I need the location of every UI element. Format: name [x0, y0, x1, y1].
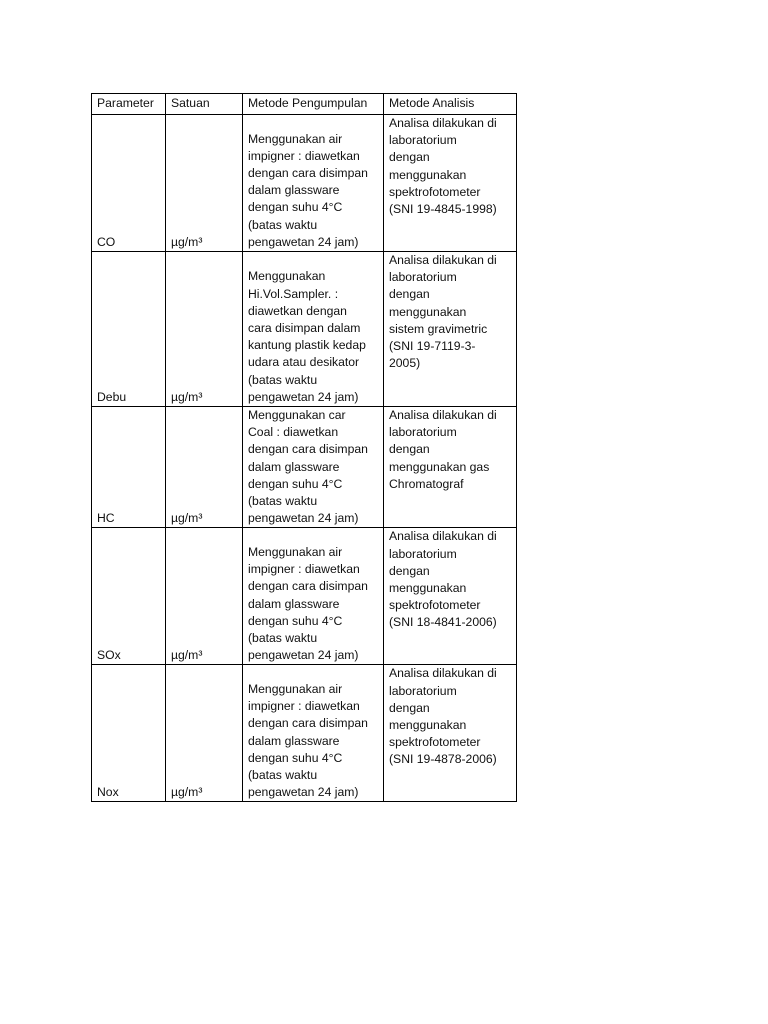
header-metode-analisis: Metode Analisis [384, 94, 517, 115]
table-header-row [92, 94, 517, 115]
table-row [92, 252, 517, 407]
parameter-table [91, 93, 517, 802]
header-metode-pengumpulan: Metode Pengumpulan [243, 94, 384, 115]
cell-metode-analisis: Analisa dilakukan di laboratorium dengan menggunakan sistem gravimetric (SNI 19-7119-3- 2005) [384, 252, 517, 407]
cell-metode-pengumpulan: Menggunakan car Coal : diawetkan dengan cara disimpan dalam glassware dengan suhu 4°C (batas waktu pengawetan 24 jam) [243, 407, 384, 528]
cell-metode-analisis: Analisa dilakukan di laboratorium dengan menggunakan spektrofotometer (SNI 19-4878-2006) [384, 665, 517, 802]
cell-satuan: µg/m³ [166, 252, 243, 407]
cell-parameter: HC [92, 407, 166, 528]
cell-metode-pengumpulan: Menggunakan air impigner : diawetkan dengan cara disimpan dalam glassware dengan suhu 4°C (batas waktu pengawetan 24 jam) [243, 115, 384, 252]
cell-satuan: µg/m³ [166, 407, 243, 528]
cell-metode-analisis: Analisa dilakukan di laboratorium dengan menggunakan gas Chromatograf [384, 407, 517, 528]
cell-satuan: µg/m³ [166, 528, 243, 665]
table-row [92, 528, 517, 665]
cell-metode-pengumpulan: Menggunakan air impigner : diawetkan dengan cara disimpan dalam glassware dengan suhu 4°C (batas waktu pengawetan 24 jam) [243, 528, 384, 665]
cell-satuan: µg/m³ [166, 115, 243, 252]
header-satuan: Satuan [166, 94, 243, 115]
header-parameter: Parameter [92, 94, 166, 115]
document-page [91, 93, 517, 802]
cell-metode-analisis: Analisa dilakukan di laboratorium dengan menggunakan spektrofotometer (SNI 19-4845-1998) [384, 115, 517, 252]
table-row [92, 407, 517, 528]
cell-metode-pengumpulan: Menggunakan Hi.Vol.Sampler. : diawetkan dengan cara disimpan dalam kantung plastik kedap udara atau desikator (batas waktu pengawetan 24 jam) [243, 252, 384, 407]
table-row [92, 665, 517, 802]
cell-parameter: CO [92, 115, 166, 252]
cell-metode-analisis: Analisa dilakukan di laboratorium dengan menggunakan spektrofotometer (SNI 18-4841-2006) [384, 528, 517, 665]
table-row [92, 115, 517, 252]
cell-parameter: SOx [92, 528, 166, 665]
cell-parameter: Nox [92, 665, 166, 802]
cell-metode-pengumpulan: Menggunakan air impigner : diawetkan dengan cara disimpan dalam glassware dengan suhu 4°C (batas waktu pengawetan 24 jam) [243, 665, 384, 802]
cell-satuan: µg/m³ [166, 665, 243, 802]
cell-parameter: Debu [92, 252, 166, 407]
